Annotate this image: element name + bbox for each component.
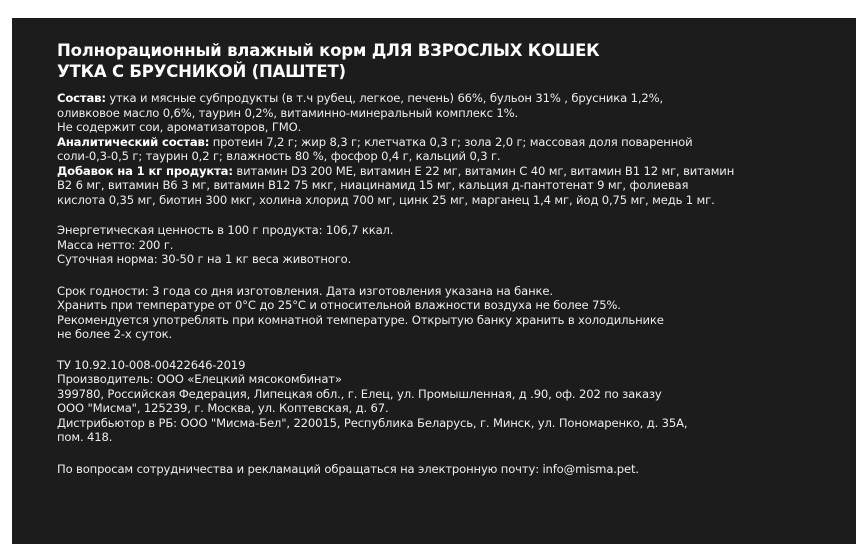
composition-line-3: Не содержит сои, ароматизаторов, ГМО. bbox=[57, 120, 302, 134]
additives-section bbox=[57, 164, 836, 208]
analysis-label: Аналитический состав: bbox=[57, 134, 210, 149]
composition-line-1 bbox=[57, 91, 836, 106]
spacer bbox=[57, 445, 836, 462]
analysis-line-2: соли-0,3-0,5 г; таурин 0,2 г; влажность 80 %, фосфор 0,4 г, кальций 0,3 г. bbox=[57, 149, 501, 163]
tu-code: ТУ 10.92.10-008-00422646-2019 bbox=[57, 357, 246, 372]
storage-line-1: Срок годности: 3 года со дня изготовления. Дата изготовления указана на банке. bbox=[57, 283, 553, 298]
spacer bbox=[57, 207, 836, 223]
manufacturer-address-2: ООО "Мисма", 125239, г. Москва, ул. Коптевская, д. 67. bbox=[57, 401, 389, 415]
composition-line-2: оливковое масло 0,6%, таурин 0,2%, витаминно-минеральный комплекс 1%. bbox=[57, 105, 519, 120]
storage-line-3: Рекомендуется употреблять при комнатной температуре. Открытую банку хранить в холодильнике bbox=[57, 312, 664, 327]
product-label-panel bbox=[12, 18, 856, 544]
nutrition-section bbox=[57, 223, 836, 267]
energy-value: Энергетическая ценность в 100 г продукта: 106,7 ккал. bbox=[57, 223, 394, 237]
composition-section bbox=[57, 91, 836, 135]
manufacturer-address-1: 399780, Российская Федерация, Липецкая обл., г. Елец, ул. Промышленная, д .90, оф. 202 по заказу bbox=[57, 386, 662, 401]
title-line-2: УТКА С БРУСНИКОЙ (ПАШТЕТ) bbox=[57, 62, 346, 81]
analysis-section bbox=[57, 135, 836, 164]
distributor-line-2: пом. 418. bbox=[57, 430, 113, 444]
composition-label: Состав: bbox=[57, 91, 106, 105]
additives-text-1: витамин D3 200 МЕ, витамин Е 22 мг, витамин С 40 мг, витамин В1 12 мг, витамин bbox=[232, 163, 735, 178]
additives-line-1 bbox=[57, 164, 836, 179]
net-mass: Масса нетто: 200 г. bbox=[57, 237, 174, 252]
storage-section bbox=[57, 284, 836, 342]
additives-line-3: кислота 0,35 мг, биотин 300 мкг, холина хлорид 700 мг, цинк 25 мг, марганец 1,4 мг, йод 0,75 мг, медь 1 мг. bbox=[57, 192, 715, 207]
daily-norm: Суточная норма: 30-50 г на 1 кг веса животного. bbox=[57, 252, 352, 266]
spacer bbox=[57, 342, 836, 358]
analysis-line-1 bbox=[57, 135, 836, 150]
storage-line-4: не более 2-х суток. bbox=[57, 327, 173, 341]
title-line-1: Полнорационный влажный корм ДЛЯ ВЗРОСЛЫХ КОШЕК bbox=[57, 41, 600, 60]
additives-label: Добавок на 1 кг продукта: bbox=[57, 163, 233, 178]
contact-section bbox=[57, 462, 836, 477]
product-title bbox=[57, 40, 836, 82]
composition-text-1: утка и мясные субпродукты (в т.ч рубец, легкое, печень) 66%, бульон 31% , брусника 1,2%, bbox=[105, 91, 664, 105]
additives-line-2: В2 6 мг, витамин В6 3 мг, витамин В12 75 мкг, ниацинамид 15 мг, кальция д-пантотенат 9 мг, фолиевая bbox=[57, 178, 689, 192]
manufacturer-section bbox=[57, 358, 836, 445]
manufacturer-name: Производитель: ООО «Елецкий мясокомбинат» bbox=[57, 372, 342, 386]
storage-line-2: Хранить при температуре от 0°С до 25°С и относительной влажности воздуха не более 75%. bbox=[57, 298, 621, 312]
distributor-line-1: Дистрибьютор в РБ: ООО "Мисма-Бел", 220015, Республика Беларусь, г. Минск, ул. Пономаренко, д. 35А, bbox=[57, 415, 688, 430]
spacer bbox=[57, 267, 836, 284]
label-body bbox=[57, 91, 836, 476]
contact-text: По вопросам сотрудничества и рекламаций обращаться на электронную почту: info@misma.pet. bbox=[57, 461, 639, 476]
analysis-text-1: протеин 7,2 г; жир 8,3 г; клетчатка 0,3 г; зола 2,0 г; массовая доля поваренной bbox=[209, 134, 693, 149]
